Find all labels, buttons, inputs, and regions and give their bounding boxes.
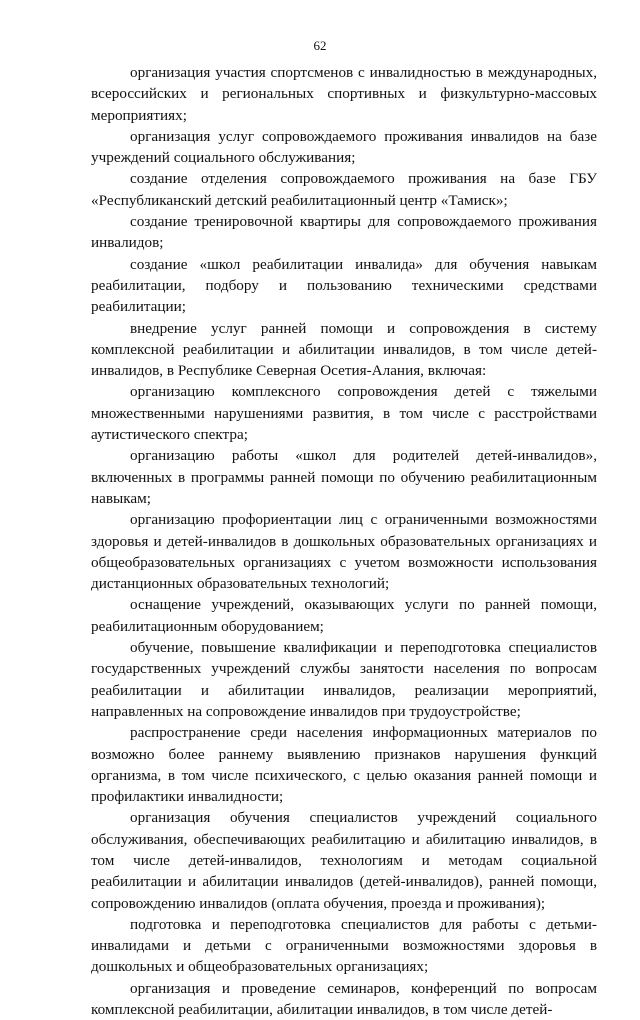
paragraph: обучение, повышение квалификации и переподготовка специалистов государственных учреждений службы занятости населения по вопросам реабилитации и абилитации инвалидов, реализации мероприятий, направленных на сопровождение инвалидов при трудоустройстве; xyxy=(91,639,597,720)
paragraph: распространение среди населения информационных материалов по возможно более раннему выявлению признаков нарушения функций организма, в том числе психического, с целью оказания ранней помощи и профилактики инвалидности; xyxy=(91,724,597,806)
paragraph: оснащение учреждений, оказывающих услуги по ранней помощи, реабилитационным оборудованием; xyxy=(91,596,597,635)
paragraph: организация услуг сопровождаемого проживания инвалидов на базе учреждений социального обслуживания; xyxy=(91,127,597,167)
paragraph: организация обучения специалистов учреждений социального обслуживания, обеспечивающих реабилитацию и абилитацию инвалидов, в том числе детей-инвалидов, технологиям и методам социальной реабилитации и абилитации инвалидов (детей-инвалидов), ранней помощи, сопровождению инвалидов (оплата обучения, проезда и проживания); xyxy=(91,809,597,912)
paragraph: внедрение услуг ранней помощи и сопровождения в систему комплексной реабилитации и абилитации инвалидов, в том числе детей-инвалидов, в Республике Северная Осетия-Алания, включая: xyxy=(91,319,597,380)
paragraph: организация участия спортсменов с инвалидностью в международных, всероссийских и региональных спортивных и физкультурно-массовых мероприятиях; xyxy=(91,64,597,124)
paragraph: создание отделения сопровождаемого проживания на базе ГБУ «Республиканский детский реабилитационный центр «Тамиск»; xyxy=(91,170,597,209)
paragraph: организация и проведение семинаров, конференций по вопросам комплексной реабилитации, абилитации инвалидов, в том числе детей- xyxy=(91,979,597,1019)
paragraph: организацию профориентации лиц с ограниченными возможностями здоровья и детей-инвалидов в дошкольных образовательных организациях и общеобразовательных организациях с учетом возможности использования дистанционных образовательных технологий; xyxy=(91,511,597,593)
paragraph: организацию работы «школ для родителей детей-инвалидов», включенных в программы ранней помощи по обучению реабилитационным навыкам; xyxy=(91,447,597,507)
paragraph: подготовка и переподготовка специалистов для работы с детьми-инвалидами и детьми с ограниченными возможностями здоровья в дошкольных и общеобразовательных организациях; xyxy=(91,915,597,976)
paragraph: создание тренировочной квартиры для сопровождаемого проживания инвалидов; xyxy=(91,213,597,252)
document-body xyxy=(91,62,597,1020)
page-number: 62 xyxy=(313,38,327,53)
paragraph: организацию комплексного сопровождения детей с тяжелыми множественными нарушениями развития, в том числе с расстройствами аутистического спектра; xyxy=(91,383,597,444)
paragraph: создание «школ реабилитации инвалида» для обучения навыкам реабилитации, подбору и пользованию техническими средствами реабилитации; xyxy=(91,255,597,316)
